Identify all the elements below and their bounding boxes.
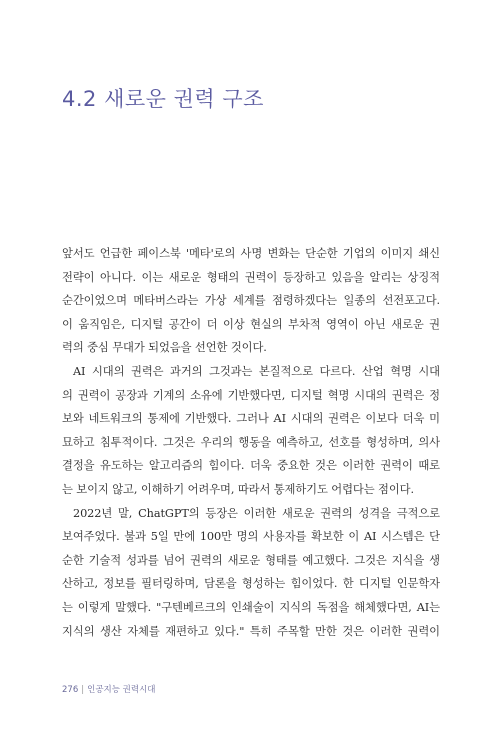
text-line: 는 이렇게 말했다. "구텐베르크의 인쇄술이 지식의 독점을 해체했다면, AI는 (62, 600, 440, 614)
text-line: 순간이었으며 메타버스라는 가상 세계를 점령하겠다는 일종의 선전포고다. (62, 294, 440, 308)
text-line: 지식의 생산 자체를 재편하고 있다." 특히 주목할 만한 것은 이러한 권력이 (62, 624, 440, 638)
footer-separator: | (81, 685, 85, 695)
book-title: 인공지능 권력시대 (87, 685, 156, 695)
text-line: AI 시대의 권력은 과거의 그것과는 본질적으로 다르다. 산업 혁명 시대 (73, 364, 440, 378)
paragraph-2 (62, 360, 440, 502)
text-line: 앞서도 언급한 페이스북 '메타'로의 사명 변화는 단순한 기업의 이미지 쇄신 (62, 247, 440, 260)
text-line: 전략이 아니다. 이는 새로운 형태의 권력이 등장하고 있음을 알리는 상징적 (62, 270, 440, 284)
text-line: 보와 네트워크의 통제에 기반했다. 그러나 AI 시대의 권력은 이보다 더욱 미 (62, 412, 440, 426)
text-line: 순한 기술적 성과를 넘어 권력의 새로운 형태를 예고했다. 그것은 지식을 생 (62, 553, 440, 567)
text-line: 의 권력이 공장과 기계의 소유에 기반했다면, 디지털 혁명 시대의 권력은 정 (62, 388, 440, 402)
page-footer (62, 683, 156, 695)
paragraph-3 (62, 502, 440, 644)
body-text (62, 242, 440, 643)
page-number: 276 (62, 685, 79, 695)
text-line: 2022년 말, ChatGPT의 등장은 이러한 새로운 권력의 성격을 극적으로 (73, 506, 440, 520)
text-line: 산하고, 정보를 필터링하며, 담론을 형성하는 힘이었다. 한 디지털 인문학자 (62, 577, 440, 591)
text-line: 이 움직임은, 디지털 공간이 더 이상 현실의 부차적 영역이 아닌 새로운 권 (62, 317, 440, 331)
text-line: 력의 중심 무대가 되었음을 선언한 것이다. (62, 341, 267, 355)
text-line: 묘하고 침투적이다. 그것은 우리의 행동을 예측하고, 선호를 형성하며, 의사 (62, 435, 440, 449)
text-line: 보여주었다. 불과 5일 만에 100만 명의 사용자를 확보한 이 AI 시스템은 단 (62, 530, 440, 544)
section-heading: 4.2 새로운 권력 구조 (62, 87, 264, 111)
paragraph-1 (62, 242, 440, 360)
text-line: 는 보이지 않고, 이해하기 어려우며, 따라서 통제하기도 어렵다는 점이다. (62, 482, 414, 496)
text-line: 결정을 유도하는 알고리즘의 힘이다. 더욱 중요한 것은 이러한 권력이 때로 (62, 459, 440, 473)
